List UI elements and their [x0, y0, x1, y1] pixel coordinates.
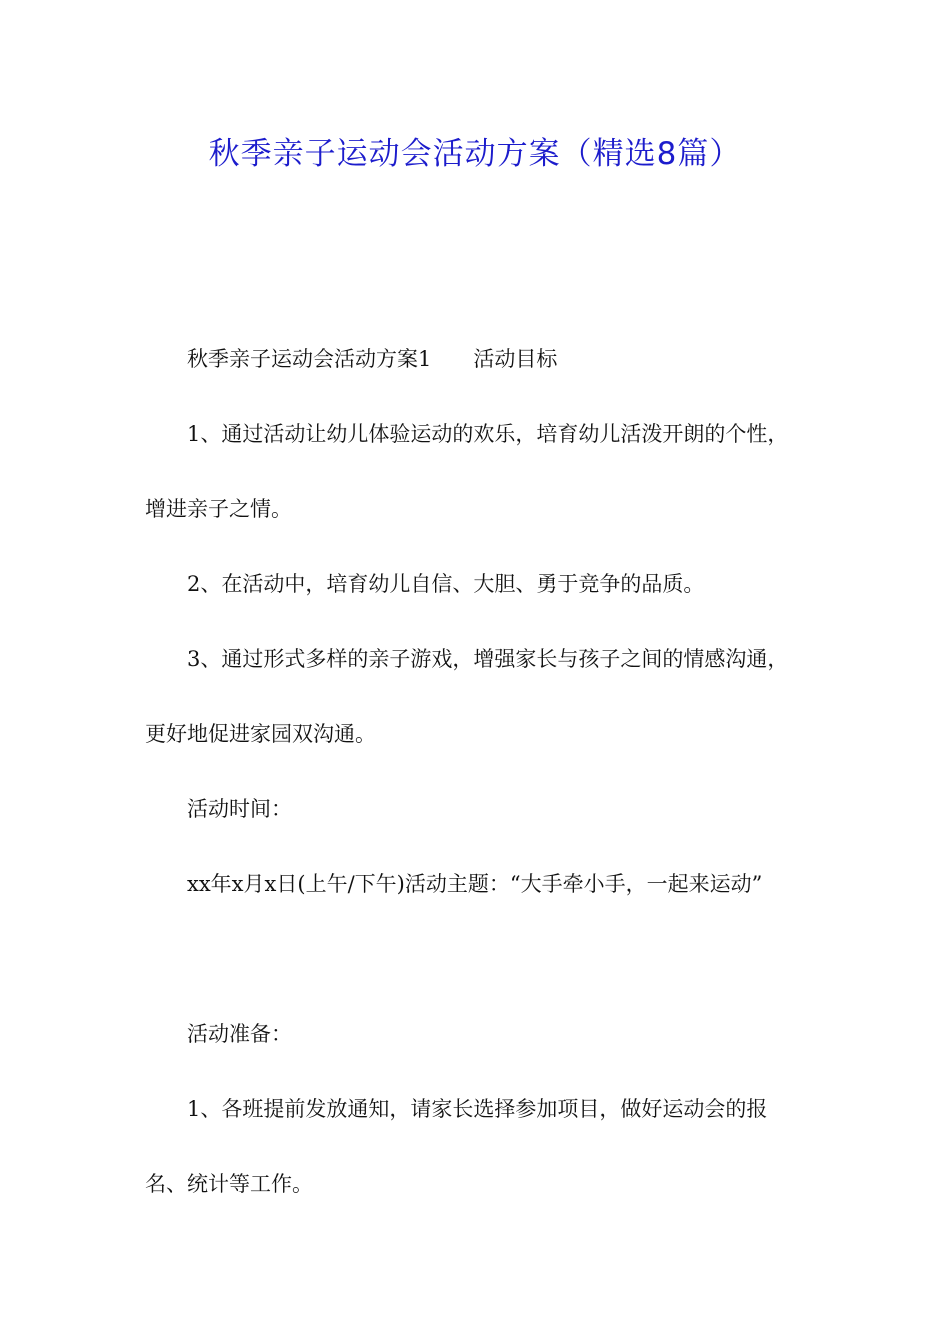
goal-item-3: 3、通过形式多样的亲子游戏，增强家长与孩子之间的情感沟通，更好地促进家园双沟通。: [145, 647, 789, 746]
activity-time-label: 活动时间：: [187, 797, 292, 821]
goal-item-1: 1、通过活动让幼儿体验运动的欢乐，培育幼儿活泼开朗的个性，增进亲子之情。: [145, 422, 789, 521]
section-heading-paragraph: 秋季亲子运动会活动方案1 活动目标: [187, 347, 558, 371]
document-title: 秋季亲子运动会活动方案（精选8篇）: [208, 136, 742, 172]
goal-item-2: 2、在活动中，培育幼儿自信、大胆、勇于竞争的品质。: [187, 572, 705, 596]
activity-preparation-label: 活动准备：: [187, 1022, 292, 1046]
activity-time-theme: xx年x月x日(上午/下午)活动主题：“大手牵小手，一起来运动”: [187, 872, 763, 896]
preparation-item-1: 1、各班提前发放通知，请家长选择参加项目，做好运动会的报名、统计等工作。: [145, 1097, 768, 1196]
